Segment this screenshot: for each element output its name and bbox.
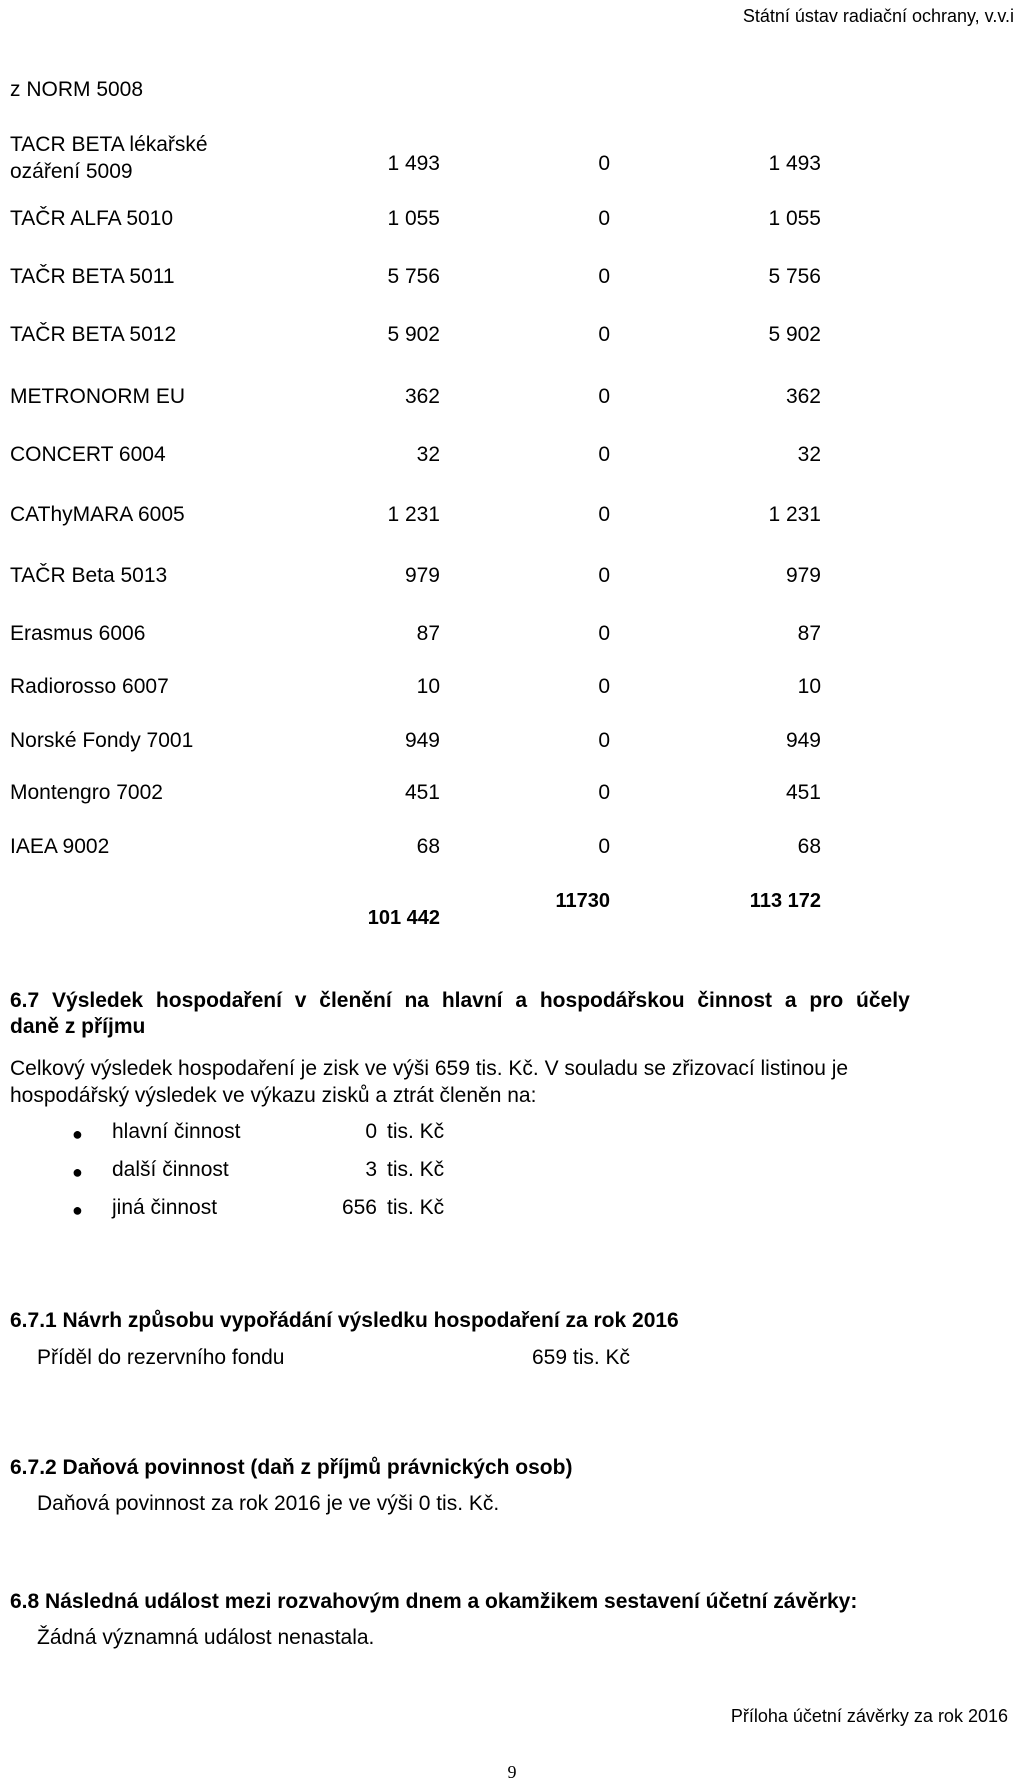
item-value: 3 <box>365 1158 377 1181</box>
row-value: 1 493 <box>768 152 821 175</box>
row-value: 1 231 <box>387 503 440 526</box>
item-unit: tis. Kč <box>387 1196 445 1219</box>
section-heading: 6.7 Výsledek hospodaření v členění na hlavní a hospodářskou činnost a pro účely <box>10 989 910 1012</box>
row-value: 0 <box>598 729 610 752</box>
row-value: 949 <box>785 729 821 752</box>
row-value: 0 <box>598 207 610 230</box>
row-value: 979 <box>404 564 440 587</box>
row-value: 1 493 <box>387 152 440 175</box>
item-unit: tis. Kč <box>387 1120 445 1143</box>
item-label: hlavní činnost <box>112 1120 241 1143</box>
row-label: ozáření 5009 <box>10 160 133 183</box>
row-label: TAČR BETA 5012 <box>10 323 177 346</box>
row-value: 10 <box>416 675 440 698</box>
row-value: 68 <box>797 835 821 858</box>
section-heading: 6.8 Následná událost mezi rozvahovým dnem a okamžikem sestavení účetní závěrky: <box>10 1590 858 1613</box>
row-value: 5 902 <box>387 323 440 346</box>
row-value: 979 <box>785 564 821 587</box>
row-value: 0 <box>598 564 610 587</box>
row-value: 1 055 <box>387 207 440 230</box>
row-value: 32 <box>416 443 440 466</box>
bullet-icon: ● <box>72 1124 83 1144</box>
intro-row-label: z NORM 5008 <box>10 78 144 101</box>
allocation-value: 659 tis. Kč <box>532 1346 631 1369</box>
row-label: Erasmus 6006 <box>10 622 146 645</box>
row-value: 451 <box>785 781 821 804</box>
row-value: 0 <box>598 622 610 645</box>
row-value: 451 <box>404 781 440 804</box>
row-value: 949 <box>404 729 440 752</box>
row-value: 0 <box>598 781 610 804</box>
section-heading: 6.7.2 Daňová povinnost (daň z příjmů právnických osob) <box>10 1456 573 1479</box>
row-value: 0 <box>598 675 610 698</box>
page-number: 9 <box>507 1762 517 1782</box>
bullet-icon: ● <box>72 1162 83 1182</box>
total-value: 101 442 <box>367 907 440 929</box>
total-value: 113 172 <box>749 890 821 912</box>
paragraph-line: Celkový výsledek hospodaření je zisk ve výši 659 tis. Kč. V souladu se zřizovací listinou je <box>10 1057 849 1080</box>
row-value: 5 902 <box>768 323 821 346</box>
row-value: 10 <box>797 675 821 698</box>
item-value: 656 <box>341 1196 377 1219</box>
item-value: 0 <box>365 1120 377 1143</box>
row-label: Montengro 7002 <box>10 781 163 804</box>
row-value: 5 756 <box>387 265 440 288</box>
total-value: 11730 <box>555 890 610 912</box>
allocation-label: Příděl do rezervního fondu <box>37 1346 285 1369</box>
row-value: 0 <box>598 385 610 408</box>
item-label: jiná činnost <box>112 1196 218 1219</box>
row-value: 0 <box>598 503 610 526</box>
row-label: IAEA 9002 <box>10 835 110 858</box>
row-label: METRONORM EU <box>10 385 185 408</box>
row-label: TAČR BETA 5011 <box>10 265 175 288</box>
row-label: TAČR Beta 5013 <box>10 564 168 587</box>
paragraph-line: Žádná významná událost nenastala. <box>37 1626 375 1649</box>
row-value: 0 <box>598 443 610 466</box>
row-value: 68 <box>416 835 440 858</box>
row-value: 1 231 <box>768 503 821 526</box>
row-value: 87 <box>416 622 440 645</box>
row-value: 1 055 <box>768 207 821 230</box>
row-label: Radiorosso 6007 <box>10 675 169 698</box>
row-value: 0 <box>598 265 610 288</box>
row-label: Norské Fondy 7001 <box>10 729 194 752</box>
row-value: 0 <box>598 152 610 175</box>
paragraph-line: Daňová povinnost za rok 2016 je ve výši 0 tis. Kč. <box>37 1492 500 1515</box>
row-label: TACR BETA lékařské <box>10 133 208 156</box>
row-label: TAČR ALFA 5010 <box>10 207 174 230</box>
section-heading: 6.7.1 Návrh způsobu vypořádání výsledku hospodaření za rok 2016 <box>10 1309 679 1332</box>
row-value: 87 <box>797 622 821 645</box>
row-value: 0 <box>598 323 610 346</box>
row-value: 362 <box>404 385 440 408</box>
item-unit: tis. Kč <box>387 1158 445 1181</box>
row-value: 0 <box>598 835 610 858</box>
item-label: další činnost <box>112 1158 229 1181</box>
row-value: 362 <box>785 385 821 408</box>
section-heading: daně z příjmu <box>10 1015 146 1038</box>
page-footer: Příloha účetní závěrky za rok 2016 <box>730 1706 1008 1726</box>
page-header: Státní ústav radiační ochrany, v.v.i <box>742 6 1014 26</box>
row-value: 5 756 <box>768 265 821 288</box>
row-label: CONCERT 6004 <box>10 443 166 466</box>
bullet-icon: ● <box>72 1200 83 1220</box>
paragraph-line: hospodářský výsledek ve výkazu zisků a ztrát členěn na: <box>10 1084 537 1107</box>
row-label: CAThyMARA 6005 <box>10 503 185 526</box>
row-value: 32 <box>797 443 821 466</box>
